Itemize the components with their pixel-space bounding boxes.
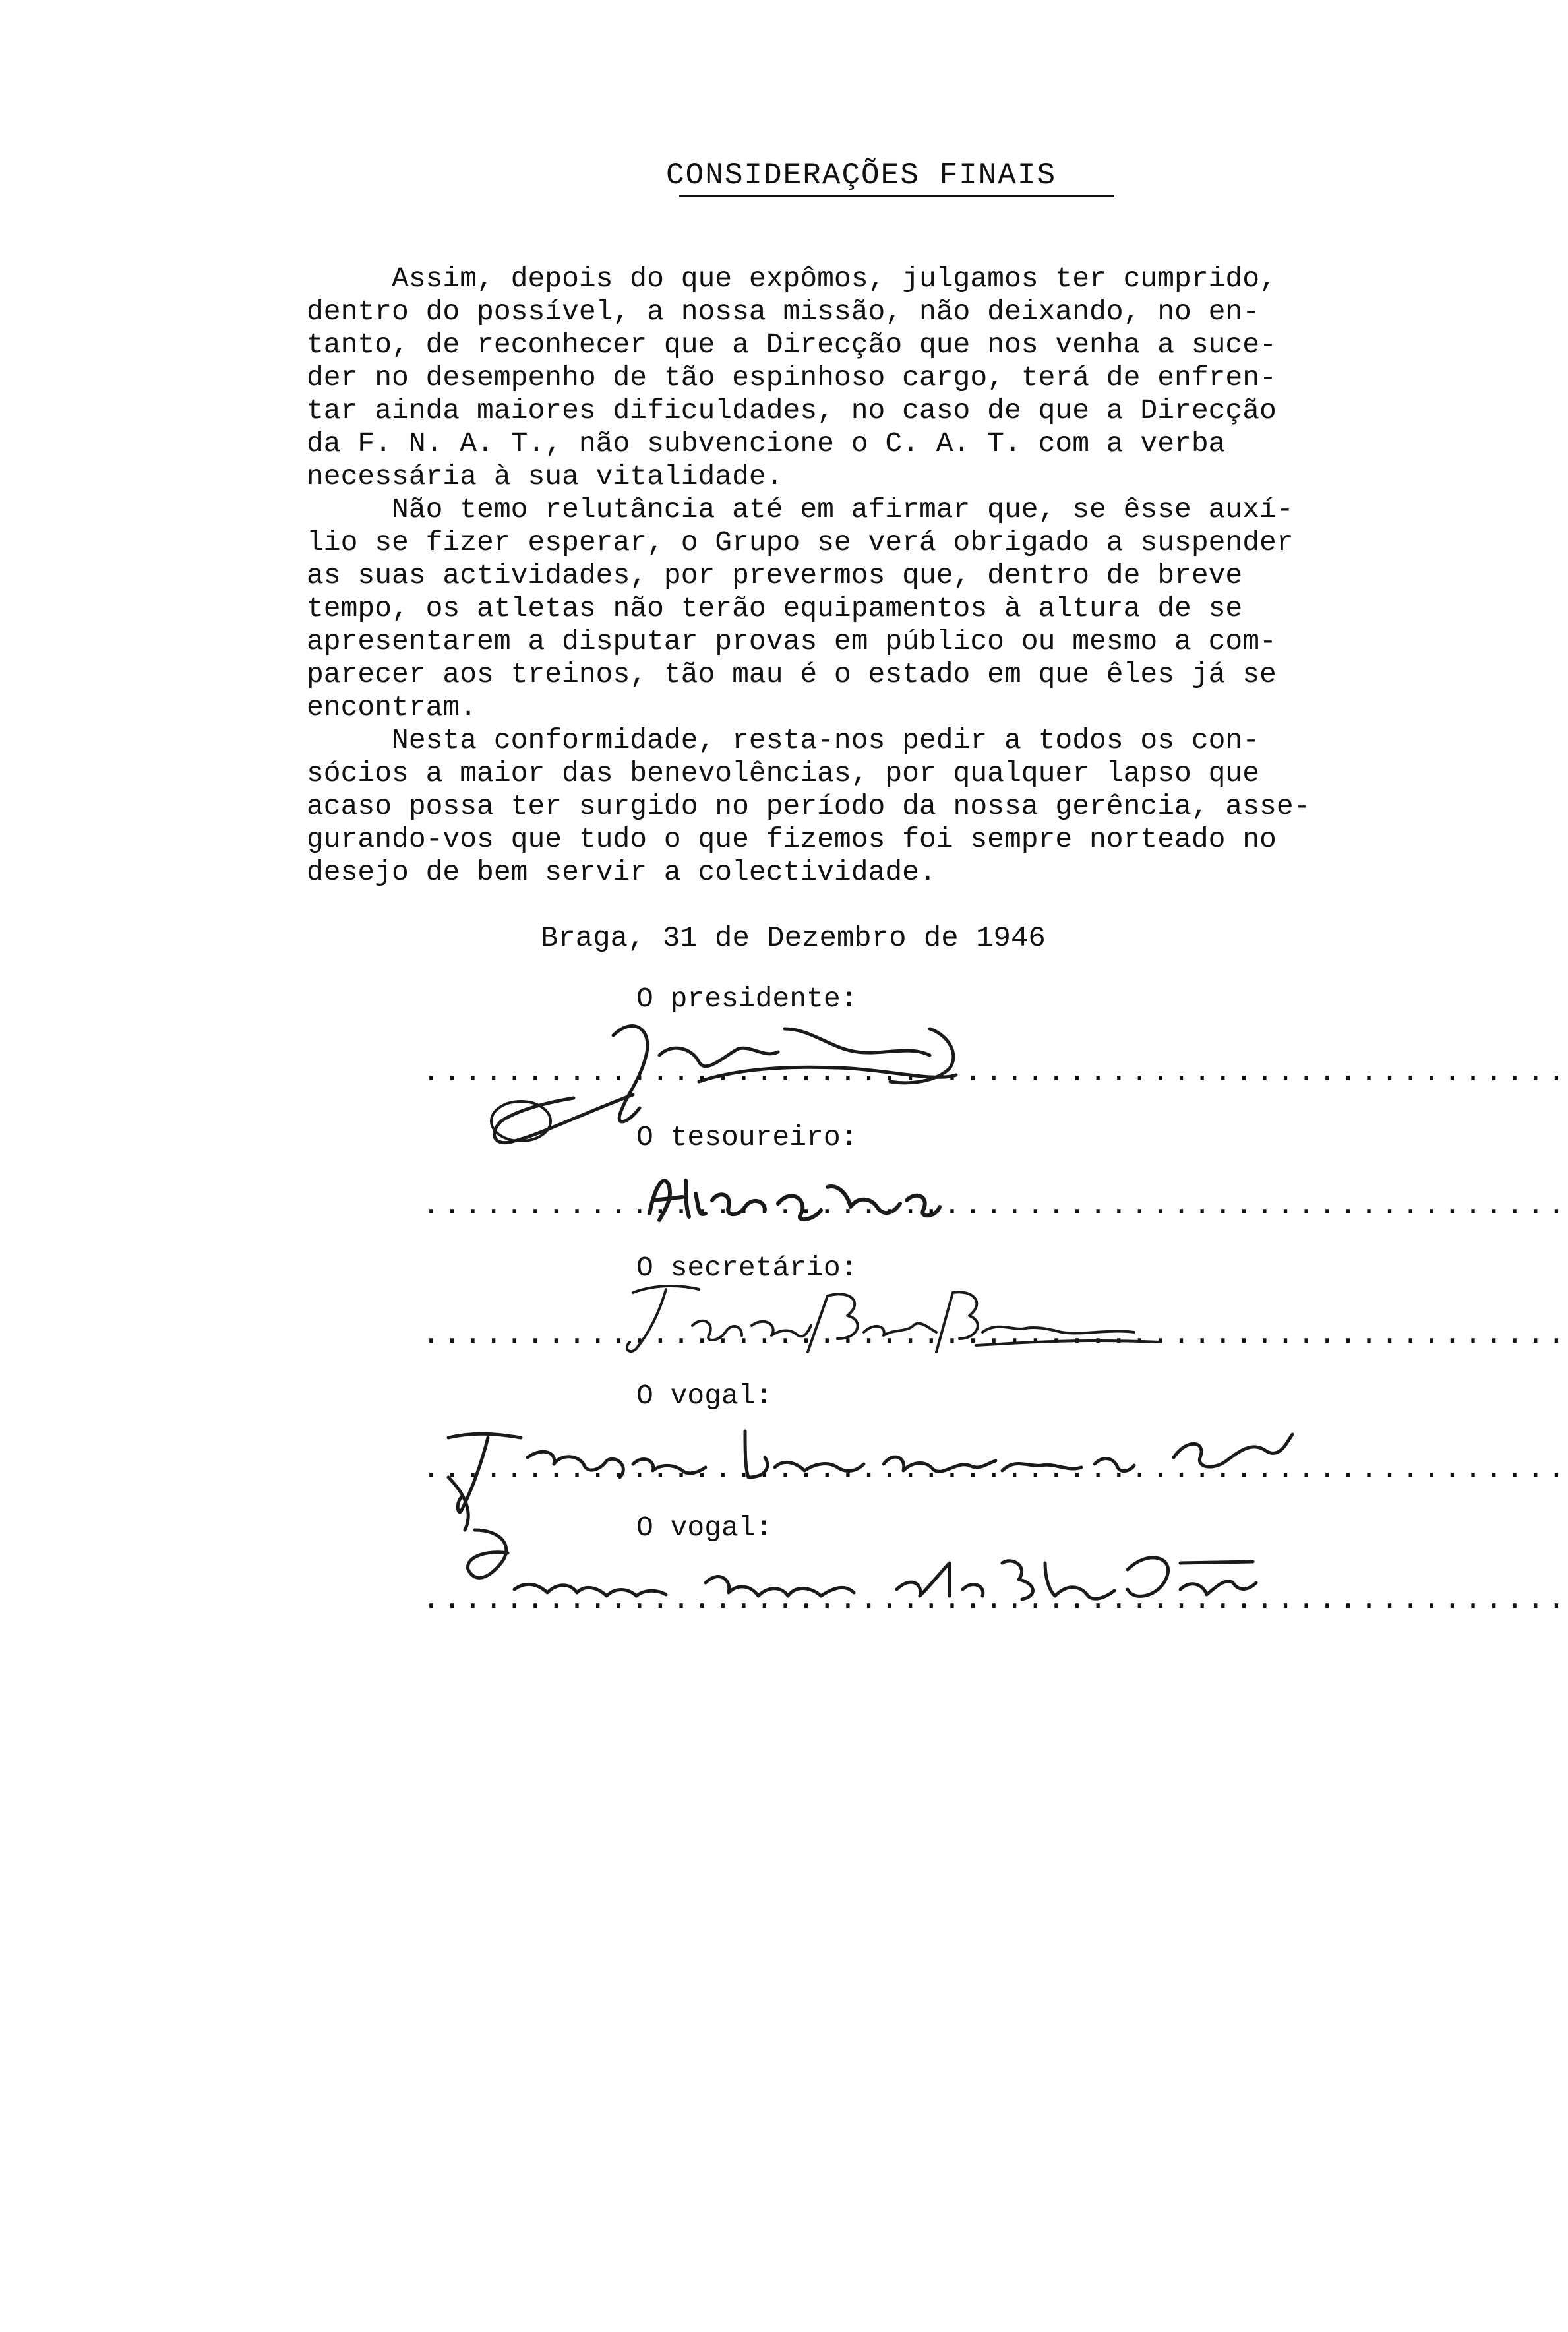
vogal-dot-leader: .......................................................: [422, 1583, 1568, 1617]
text-line: encontram.: [307, 691, 477, 723]
president-dot-leader: .......................................................: [422, 1055, 1568, 1089]
text-line: necessária à sua vitalidade.: [307, 460, 783, 493]
treasurer-dot-leader: .......................................................: [422, 1188, 1568, 1223]
text-line: Assim, depois do que expômos, julgamos ter cumprido,: [307, 262, 1277, 295]
page-title: CONSIDERAÇÕES FINAIS: [666, 158, 1057, 193]
text-line: Não temo relutância até em afirmar que, se êsse auxí-: [307, 493, 1294, 526]
secretary-signature: [627, 1286, 1161, 1352]
secretary-dot-leader: .......................................................: [422, 1318, 1568, 1352]
treasurer-signature: [649, 1181, 940, 1220]
text-line: Nesta conformidade, resta-nos pedir a todos os con-: [307, 724, 1260, 756]
text-line: der no desempenho de tão espinhoso cargo, terá de enfren-: [307, 361, 1277, 394]
text-line: dentro do possível, a nossa missão, não deixando, no en-: [307, 295, 1260, 328]
text-line: as suas actividades, por prevermos que, dentro de breve: [307, 559, 1243, 592]
text-line: tanto, de reconhecer que a Direcção que nos venha a suce-: [307, 328, 1277, 361]
text-line: tempo, os atletas não terão equipamentos à altura de se: [307, 592, 1243, 625]
text-line: apresentarem a disputar provas em público ou mesmo a com-: [307, 625, 1277, 658]
text-line: parecer aos treinos, tão mau é o estado em que êles já se: [307, 658, 1277, 690]
text-line: gurando-vos que tudo o que fizemos foi sempre norteado no: [307, 823, 1277, 855]
text-line: sócios a maior das benevolências, por qualquer lapso que: [307, 757, 1260, 789]
text-line: tar ainda maiores dificuldades, no caso de que a Direcção: [307, 394, 1277, 427]
text-line: lio se fizer esperar, o Grupo se verá obrigado a suspender: [307, 526, 1294, 559]
treasurer-label: O tesoureiro:: [636, 1121, 858, 1153]
vogal-dot-leader: .......................................................: [422, 1452, 1568, 1487]
vogal-signature: [468, 1530, 1256, 1599]
vogal-label: O vogal:: [636, 1380, 773, 1412]
president-signature: [491, 1026, 956, 1143]
secretary-label: O secretário:: [636, 1252, 858, 1284]
text-line: da F. N. A. T., não subvencione o C. A. T. com a verba: [307, 427, 1226, 460]
president-label: O presidente:: [636, 983, 858, 1015]
vogal-label: O vogal:: [636, 1512, 773, 1544]
vogal-signature: [448, 1431, 1292, 1530]
text-line: acaso possa ter surgido no período da nossa gerência, asse-: [307, 790, 1311, 822]
text-line: desejo de bem servir a colectividade.: [307, 856, 936, 888]
date-line: Braga, 31 de Dezembro de 1946: [541, 922, 1046, 955]
